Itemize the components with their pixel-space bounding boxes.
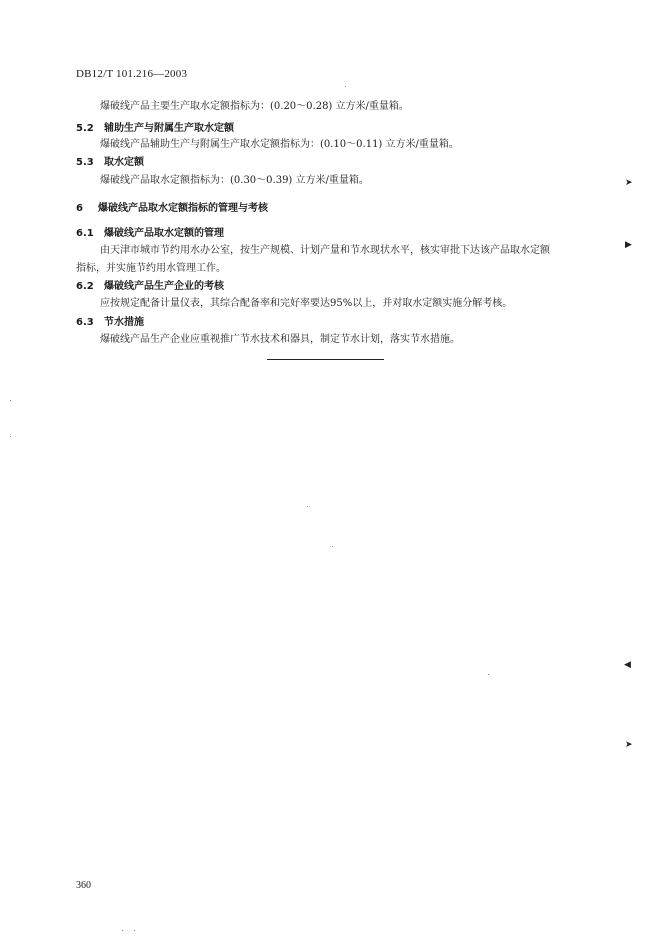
margin-mark: ▶ <box>625 240 632 250</box>
end-rule <box>267 359 384 360</box>
section-title: 节水措施 <box>104 317 144 328</box>
scan-speck <box>134 930 135 931</box>
section-6-3-heading <box>76 316 144 330</box>
paragraph-6-1-line-2: 指标，并实施节约用水管理工作。 <box>76 263 226 274</box>
section-title: 辅助生产与附属生产取水定额 <box>104 123 234 134</box>
section-number: 6.3 <box>76 317 94 328</box>
paragraph-6-3: 爆破线产品生产企业应重视推广节水技术和器具，制定节水计划，落实节水措施。 <box>100 334 460 345</box>
section-number: 6.1 <box>76 228 94 239</box>
margin-mark: ➤ <box>625 178 633 188</box>
section-number: 6.2 <box>76 281 94 292</box>
paragraph-5-1: 爆破线产品主要生产取水定额指标为：(0.20～0.28) 立方米/重量箱。 <box>100 101 409 112</box>
section-6-1-heading <box>76 227 224 241</box>
section-6-heading <box>76 202 268 216</box>
paragraph-6-1-line-1: 由天津市城市节约用水办公室，按生产规模、计划产量和节水现状水平，核实审批下达该产品取水定额 <box>100 245 550 256</box>
section-title: 爆破线产品生产企业的考核 <box>104 281 224 292</box>
paragraph-6-2: 应按规定配备计量仪表，其综合配备率和完好率要达95%以上，并对取水定额实施分解考核。 <box>100 298 513 309</box>
margin-mark: ◀ <box>624 660 631 670</box>
margin-mark: ➤ <box>625 740 633 750</box>
section-5-2-heading <box>76 122 234 136</box>
section-title: 爆破线产品取水定额的管理 <box>104 228 224 239</box>
paragraph-5-2: 爆破线产品辅助生产与附属生产取水定额指标为：(0.10～0.11) 立方米/重量箱。 <box>100 139 459 150</box>
section-number: 5.3 <box>76 157 94 168</box>
page-number: 360 <box>76 880 91 891</box>
section-title: 爆破线产品取水定额指标的管理与考核 <box>98 203 268 214</box>
section-number: 5.2 <box>76 123 94 134</box>
paragraph-5-3: 爆破线产品取水定额指标为：(0.30～0.39) 立方米/重量箱。 <box>100 175 369 186</box>
scan-speck <box>10 436 11 437</box>
section-number: 6 <box>76 203 83 214</box>
document-header-id: DB12/T 101.216—2003 <box>76 68 188 80</box>
section-5-3-heading <box>76 156 144 170</box>
scan-speck <box>345 86 346 87</box>
scan-speck <box>332 546 333 547</box>
section-6-2-heading <box>76 280 224 294</box>
section-title: 取水定额 <box>104 157 144 168</box>
scan-speck <box>488 674 489 675</box>
scan-speck <box>10 400 11 401</box>
scan-speck <box>122 930 123 931</box>
scan-speck <box>307 506 308 507</box>
